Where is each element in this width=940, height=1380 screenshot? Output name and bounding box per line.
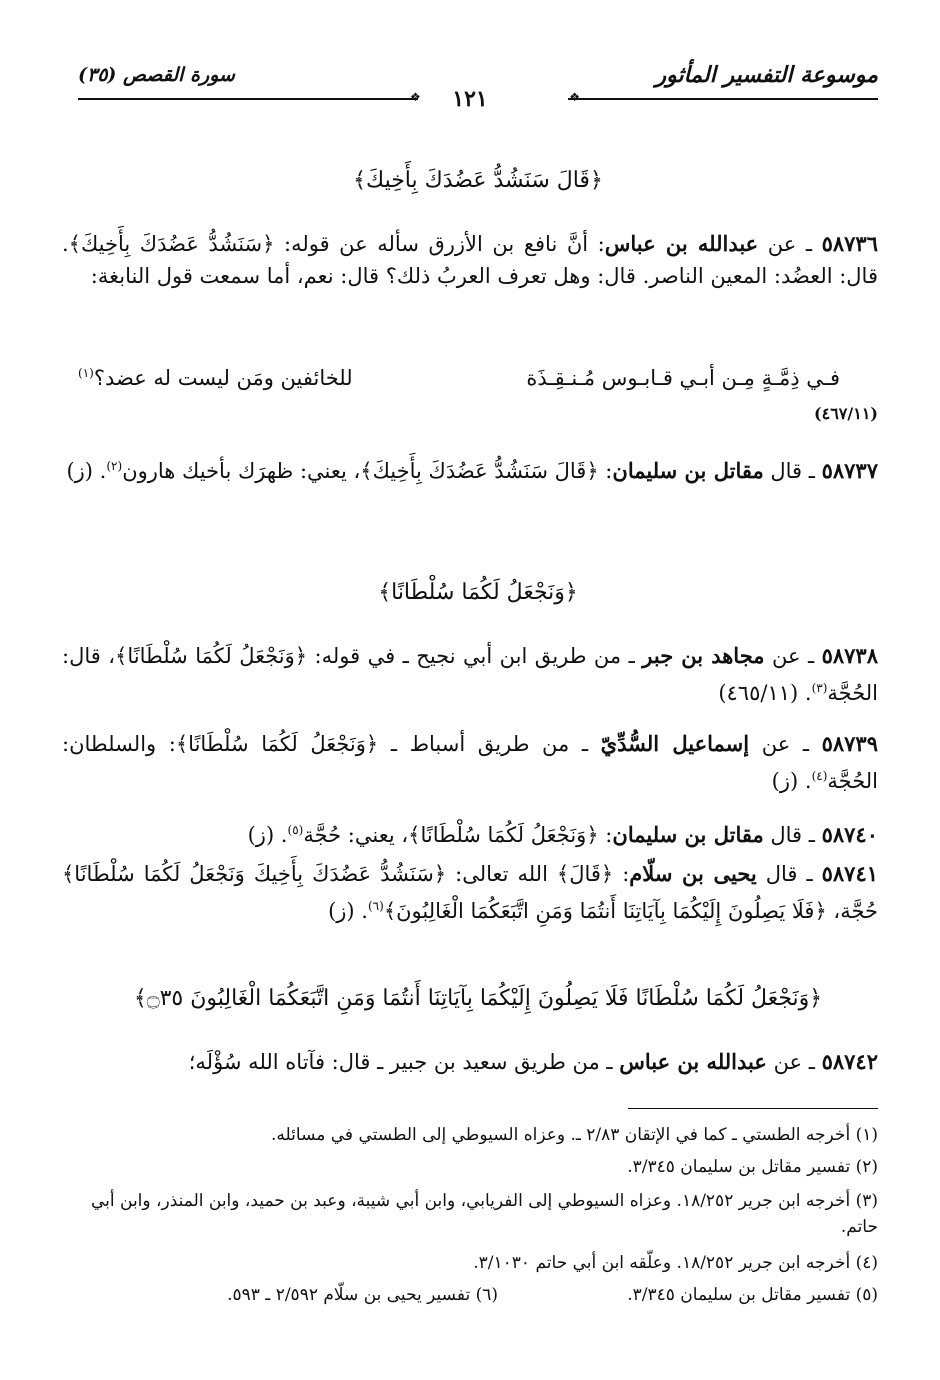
entry-tail: . (٤٦٥/١١) (718, 681, 812, 705)
entry-text: ـ من طريق أسباط ـ ﴿وَنَجْعَلُ لَكُمَا سُلْطَانًا﴾: والسلطان: الحُجَّة (62, 732, 878, 793)
narration-entry (62, 728, 878, 797)
entry-tail: . (ز) (771, 769, 812, 793)
entry-text: ـ من طريق سعيد بن جبير ـ قال: فآتاه الله سُؤْلَه؛ (188, 1050, 620, 1074)
footnote-separator (628, 1108, 878, 1109)
entry-lead: ـ عن (764, 644, 822, 668)
narrator-name: يحيى بن سلّام (629, 861, 757, 886)
entry-text: ـ من طريق ابن أبي نجيح ـ في قوله: ﴿وَنَجْعَلُ لَكُمَا سُلْطَانًا﴾، قال: الحُجَّة (62, 644, 878, 705)
ayah-heading: ﴿وَنَجْعَلُ لَكُمَا سُلْطَانًا﴾ (378, 580, 578, 605)
entry-tail: . (ز) (66, 459, 107, 483)
footnote: (٦) تفسير يحيى بن سلّام ٢/٥٩٢ ـ ٥٩٣. (227, 1285, 498, 1305)
book-title: موسوعة التفسير المأثور (655, 62, 878, 88)
footnote-marker: (٥) (287, 823, 304, 837)
narrator-name: عبدالله بن عباس (619, 1049, 767, 1074)
hemistich-text: للخائفين ومَن ليست له عضد؟ (93, 366, 353, 390)
hemistich-text: فـي ذِمَّـةٍ مِـن أبـي قـابـوس مُـنـقِـذَة (526, 366, 840, 390)
footnote-marker: (٤) (811, 769, 828, 783)
volume-reference: (٤٦٧/١١) (814, 404, 878, 423)
entry-number: ٥٨٧٤٢ (821, 1049, 878, 1074)
entry-lead: ـ عن (766, 1050, 822, 1074)
footnote: (٥) تفسير مقاتل بن سليمان ٣/٣٤٥. (627, 1285, 878, 1305)
entry-number: ٥٨٧٤١ (821, 861, 879, 886)
entry-tail: . (ز) (328, 899, 368, 923)
entry-text: : ﴿قَالَ سَنَشُدُّ عَضُدَكَ بِأَخِيكَ﴾، يعني: ظهرَك بأخيك هارون (122, 459, 613, 483)
footnote: (٣) أخرجه ابن جرير ١٨/٢٥٢. وعزاه السيوطي إلى الفريابي، وابن أبي شيبة، وعبد بن حميد، وابن المنذر، وابن أبي حاتم. (90, 1191, 878, 1237)
entry-number: ٥٨٧٣٨ (821, 643, 878, 668)
footnote: (١) أخرجه الطستي ـ كما في الإتقان ٢/٨٣ ـ. وعزاه السيوطي إلى الطستي في مسائله. (271, 1125, 878, 1145)
entry-text: : أنَّ نافع بن الأزرق سأله عن قوله: ﴿سَنَشُدُّ عَضُدَكَ بِأَخِيكَ﴾. قال: العضُد: المعين الناصر. قال: وهل تعرف العربُ ذلك؟ قال: نعم، أما سمعت قول النابغة: (62, 232, 878, 288)
narrator-name: مقاتل بن سليمان (612, 822, 764, 847)
ayah-heading: ﴿قَالَ سَنَشُدُّ عَضُدَكَ بِأَخِيكَ﴾ (353, 168, 603, 193)
footnote-marker: (١) (78, 366, 94, 380)
narration-entry (62, 228, 878, 292)
entry-number: ٥٨٧٣٧ (821, 458, 878, 483)
entry-lead: ـ عن (749, 732, 822, 756)
narration-entry (62, 814, 878, 851)
ayah-heading: ﴿وَنَجْعَلُ لَكُمَا سُلْطَانًا فَلَا يَصِلُونَ إِلَيْكُمَا بِآيَاتِنَا أَنتُمَا وَمَنِ اتَّبَعَكُمَا الْغَالِبُونَ ۝٣٥﴾ (133, 986, 823, 1011)
poem-hemistich-right (526, 366, 840, 390)
entry-text: : ﴿وَنَجْعَلُ لَكُمَا سُلْطَانًا﴾، يعني: حُجَّة (303, 823, 613, 847)
entry-lead: ـ قال (756, 862, 822, 886)
entry-text: : ﴿قَالَ﴾ الله تعالى: ﴿سَنَشُدُّ عَضُدَكَ بِأَخِيكَ وَنَجْعَلُ لَكُمَا سُلْطَانًا﴾ حُجَّة، ﴿فَلَا يَصِلُونَ إِلَيْكُمَا بِآيَاتِنَا أَنتُمَا وَمَنِ اتَّبَعَكُمَا الْغَالِبُونَ﴾ (62, 862, 878, 923)
entry-lead: ـ قال (763, 459, 822, 483)
entry-number: ٥٨٧٤٠ (821, 822, 878, 847)
narrator-name: مقاتل بن سليمان (612, 458, 764, 483)
footnote-marker: (٣) (811, 681, 828, 695)
footnote-marker: (٦) (367, 899, 384, 913)
narration-entry (62, 858, 878, 927)
entry-number: ٥٨٧٣٩ (821, 731, 878, 756)
footnote-marker: (٢) (106, 459, 123, 473)
narration-entry (62, 450, 878, 487)
header-rule-right (568, 98, 878, 100)
footnote: (٢) تفسير مقاتل بن سليمان ٣/٣٤٥. (627, 1157, 878, 1177)
surah-reference: سورة القصص (٣٥) (78, 64, 235, 86)
narration-entry (62, 640, 878, 709)
page-number: ١٢١ (452, 86, 488, 112)
header-rule-left (78, 98, 418, 100)
narrator-name: مجاهد بن جبر (642, 643, 765, 668)
footnote: (٤) أخرجه ابن جرير ١٨/٢٥٢. وعلّقه ابن أبي حاتم ٣/١٠٣٠. (473, 1253, 878, 1273)
ornament-icon: ❖ (569, 90, 580, 104)
entry-lead: ـ عن (758, 232, 822, 256)
narration-entry (62, 1046, 878, 1078)
narrator-name: عبدالله بن عباس (604, 231, 759, 256)
poem-hemistich-left (78, 366, 353, 390)
ornament-icon: ❖ (410, 90, 421, 104)
entry-tail: . (ز) (247, 823, 288, 847)
narrator-name: إسماعيل السُّدِّيّ (600, 731, 750, 756)
entry-number: ٥٨٧٣٦ (821, 231, 878, 256)
entry-lead: ـ قال (763, 823, 822, 847)
